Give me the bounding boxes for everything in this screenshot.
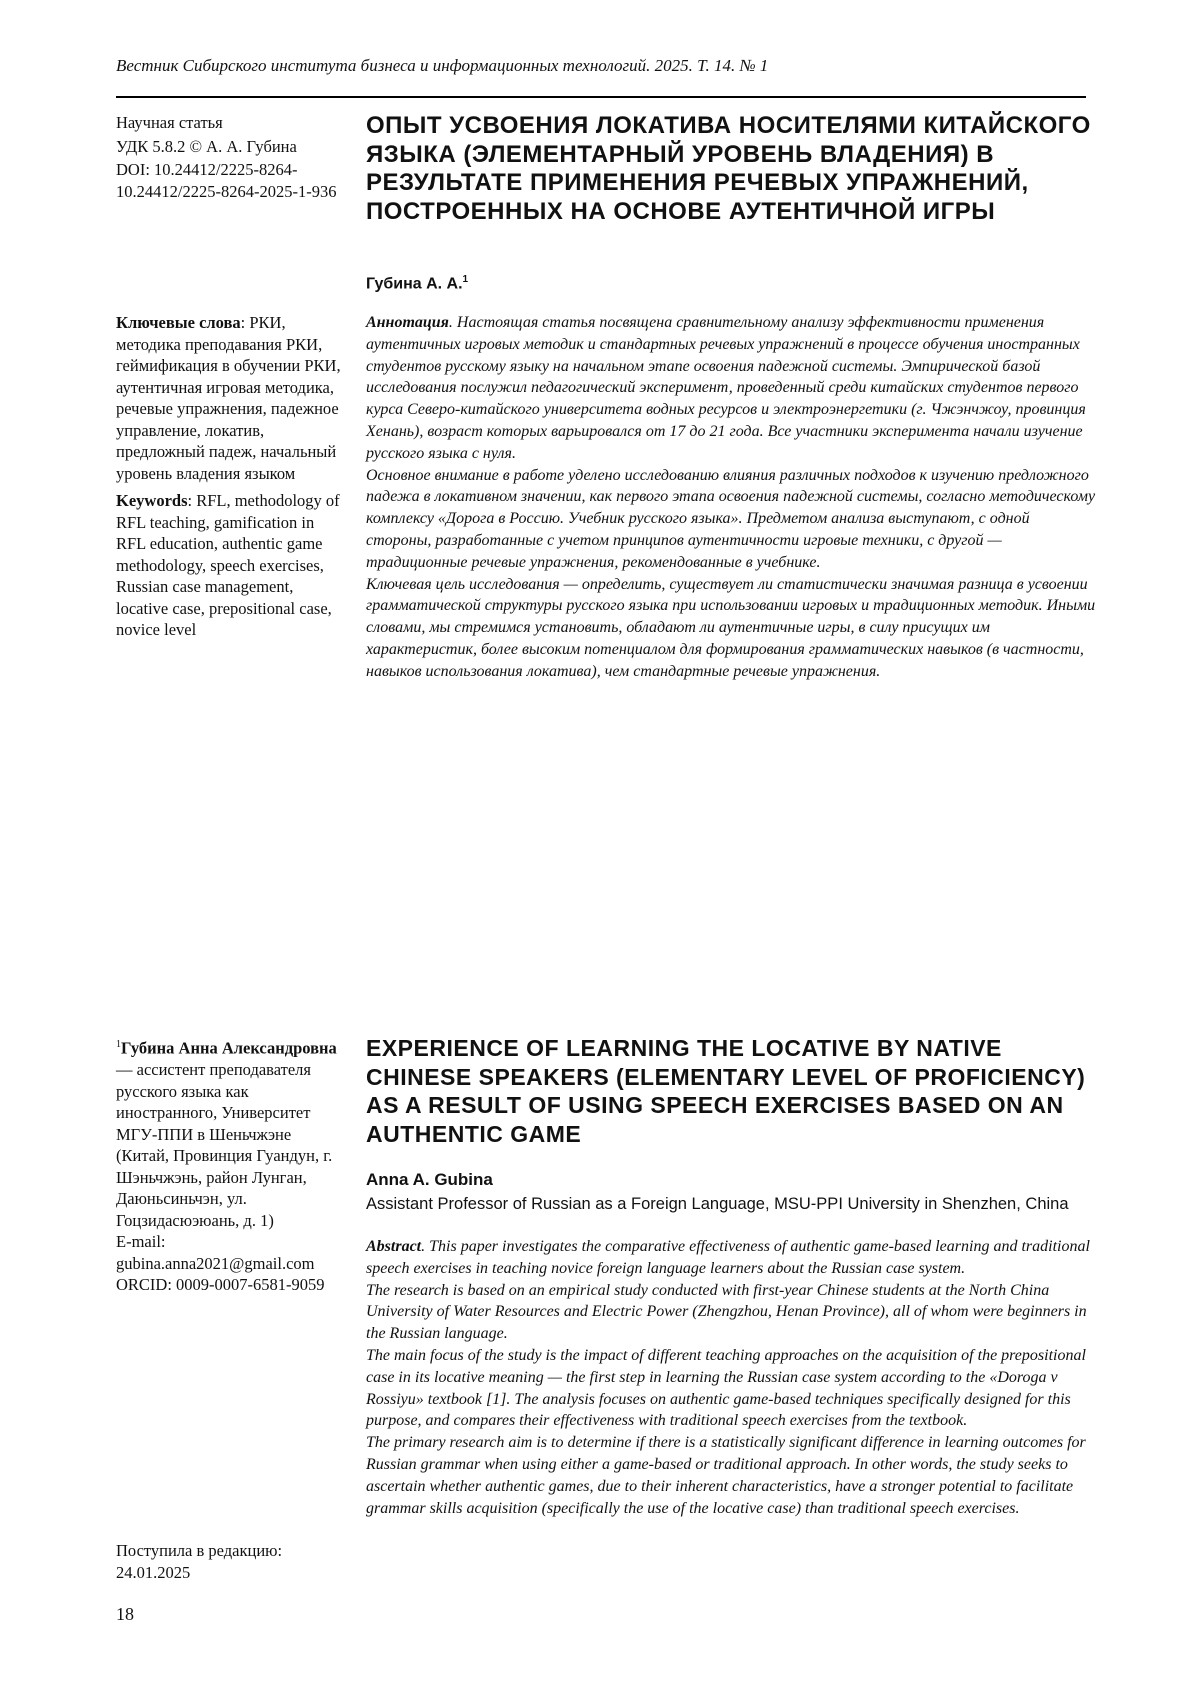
article-meta: [116, 112, 341, 204]
en-abstract: [366, 1236, 1096, 1519]
en-keywords-text: : RFL, methodology of RFL teaching, gamification in RFL education, authentic game methodology, speech exercises, Russian case management, locative case, prepositional case, novice level: [116, 491, 340, 639]
bio-description: — ассистент преподавателя русского языка как иностранного, Университет МГУ-ППИ в Шеньчжэне (Китай, Провинция Гуандун, г. Шэньчжэнь, район Лунган, Даюньсиньчэн, ул. Гоцзидасюэюань, д. 1): [116, 1060, 332, 1230]
ru-author-sup: 1: [463, 274, 469, 285]
en-abstract-p3: The main focus of the study is the impact of different teaching approaches on the acquisition of the prepositional case in its locative meaning — the first step in learning the Russian case system according to the «Doroga v Rossiyu» textbook [1]. The analysis focuses on authentic game-based techniques specifically designed for this purpose, and compares their effectiveness with traditional speech exercises from the textbook.: [366, 1345, 1096, 1432]
en-abstract-p4: The primary research aim is to determine if there is a statistically significant difference in learning outcomes for Russian grammar when using either a game-based or traditional approach. In other words, the study seeks to ascertain whether authentic games, due to their inherent characteristics, have a stronger potential to facilitate grammar skills acquisition (specifically the use of the locative case) than traditional speech exercises.: [366, 1432, 1096, 1519]
doi-line: DOI: 10.24412/2225-8264-10.24412/2225-8264-2025-1-936: [116, 159, 341, 202]
en-author-block: [366, 1170, 1096, 1214]
en-abstract-label: Abstract: [366, 1238, 421, 1255]
ru-abstract-p3: Ключевая цель исследования — определить, существует ли статистически значимая разница в усвоении грамматической структуры русского языка при использовании игровых и традиционных методик. Иными словами, мы стремимся установить, обладают ли аутентичные игры, в силу присущих им характеристик, более высоким потенциалом для формирования грамматических навыков (в частности, навыков использования локатива), чем стандартные речевые упражнения.: [366, 574, 1096, 683]
ru-title: ОПЫТ УСВОЕНИЯ ЛОКАТИВА НОСИТЕЛЯМИ КИТАЙСКОГО ЯЗЫКА (ЭЛЕМЕНТАРНЫЙ УРОВЕНЬ ВЛАДЕНИЯ) В РЕЗУЛЬТАТЕ ПРИМЕНЕНИЯ РЕЧЕВЫХ УПРАЖНЕНИЙ, ПОСТРОЕННЫХ НА ОСНОВЕ АУТЕНТИЧНОЙ ИГРЫ: [366, 112, 1096, 226]
ru-keywords-text: : РКИ, методика преподавания РКИ, геймификация в обучении РКИ, аутентичная игровая методика, речевые упражнения, падежное управление, локатив, предложный падеж, начальный уровень владения языком: [116, 313, 341, 483]
keywords-block: [116, 312, 341, 641]
page-number: 18: [116, 1604, 134, 1625]
bio-sup: 1: [116, 1039, 121, 1050]
received-label: Поступила в редакцию:: [116, 1540, 341, 1562]
en-affiliation: Assistant Professor of Russian as a Foreign Language, MSU-PPI University in Shenzhen, China: [366, 1195, 1096, 1214]
ru-author: [366, 274, 1096, 293]
en-abstract-p1-text: . This paper investigates the comparative effectiveness of authentic game-based learning and traditional speech exercises in teaching novice foreign language learners about the Russian case system.: [366, 1238, 1090, 1277]
en-title: EXPERIENCE OF LEARNING THE LOCATIVE BY NATIVE CHINESE SPEAKERS (ELEMENTARY LEVEL OF PROFICIENCY) AS A RESULT OF USING SPEECH EXERCISES BASED ON AN AUTHENTIC GAME: [366, 1034, 1096, 1148]
ru-author-name: Губина А. А.: [366, 275, 463, 292]
received-block: [116, 1540, 341, 1583]
journal-header: Вестник Сибирского института бизнеса и информационных технологий. 2025. Т. 14. № 1: [116, 56, 1096, 76]
header-rule: [116, 96, 1086, 98]
en-abstract-p1: [366, 1236, 1096, 1280]
ru-abstract-label: Аннотация: [366, 314, 449, 331]
ru-abstract: [366, 312, 1096, 683]
ru-keywords-label: Ключевые слова: [116, 313, 241, 332]
article-type: Научная статья: [116, 112, 341, 134]
bio-text: [116, 1034, 341, 1231]
received-date: 24.01.2025: [116, 1562, 341, 1584]
ru-keywords: [116, 312, 341, 484]
ru-abstract-p1-text: . Настоящая статья посвящена сравнительному анализу эффективности применения аутентичных игровых методик и стандартных речевых упражнений в процессе обучения иностранных студентов русскому языку на начальном этапе освоения падежной системы. Эмпирической базой исследования послужил педагогический эксперимент, проведенный среди китайских студентов первого курса Северо-китайского университета водных ресурсов и электроэнергетики (г. Чжэнчжоу, провинция Хенань), возраст которых варьировался от 17 до 21 года. Все участники эксперимента начали изучение русского языка с нуля.: [366, 314, 1086, 462]
en-keywords: [116, 490, 341, 641]
en-keywords-label: Keywords: [116, 491, 188, 510]
en-author-name: Anna A. Gubina: [366, 1170, 1096, 1190]
ru-abstract-p1: [366, 312, 1096, 465]
ru-abstract-p2: Основное внимание в работе уделено исследованию влияния различных подходов к изучению предложного падежа в локативном значении, как первого этапа освоения падежной системы, согласно методическому комплексу «Дорога в Россию. Учебник русского языка». Предметом анализа выступают, с одной стороны, разработанные с учетом принципов аутентичности игровые техники, с другой — традиционные речевые упражнения, рекомендованные в учебнике.: [366, 465, 1096, 574]
udk-line: УДК 5.8.2 © А. А. Губина: [116, 136, 341, 158]
en-abstract-p2: The research is based on an empirical study conducted with first-year Chinese students at the North China University of Water Resources and Electric Power (Zhengzhou, Henan Province), all of whom were beginners in the Russian language.: [366, 1280, 1096, 1345]
bio-name: Губина Анна Александровна: [121, 1039, 337, 1058]
bio-email: E-mail: gubina.anna2021@gmail.com: [116, 1231, 341, 1274]
bio-orcid: ORCID: 0009-0007-6581-9059: [116, 1274, 341, 1296]
author-bio: [116, 1034, 341, 1296]
